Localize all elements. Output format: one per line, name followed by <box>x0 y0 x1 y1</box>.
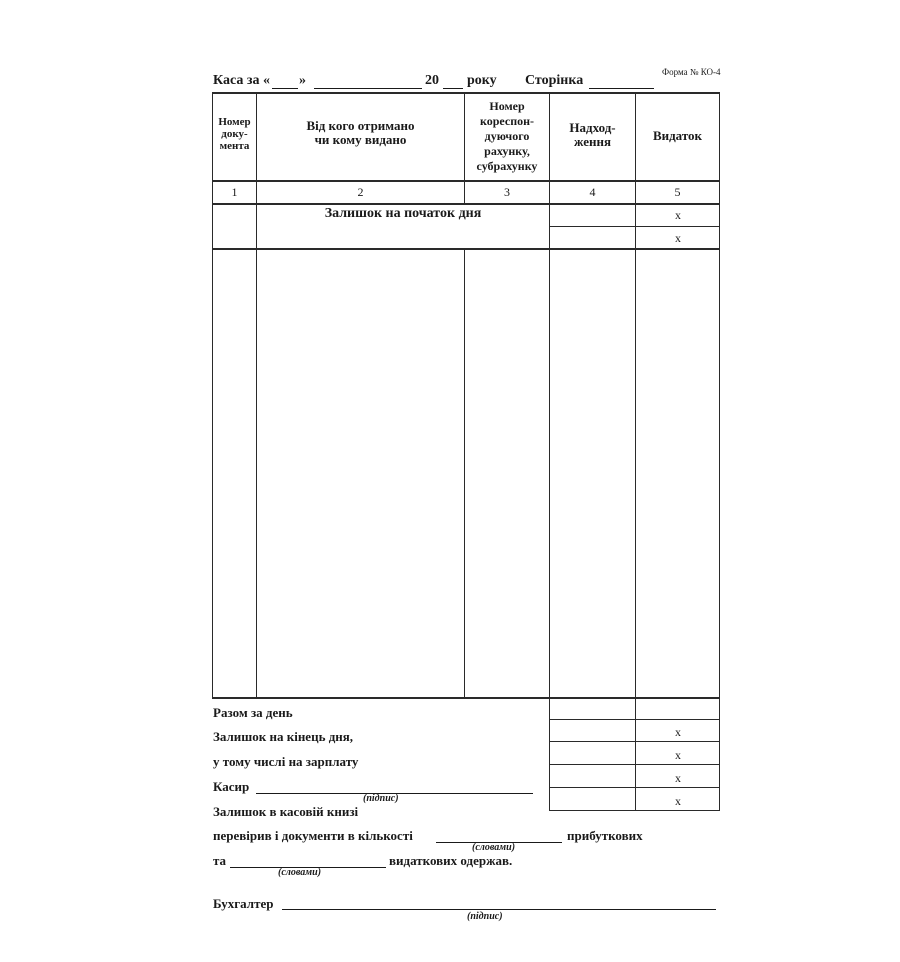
col-header-income: Надход- ження <box>569 120 616 149</box>
incoming-label: прибуткових <box>567 828 643 843</box>
cashier-signature-caption: (підпис) <box>363 793 399 804</box>
day-blank[interactable] <box>272 88 298 89</box>
x-mark: х <box>675 231 681 245</box>
outgoing-words-caption: (словами) <box>278 867 322 878</box>
x-mark: х <box>675 208 681 222</box>
col-number-1: 1 <box>231 185 238 199</box>
col-number-3: 3 <box>504 185 510 199</box>
quote-close: » <box>299 73 306 88</box>
cashier-label: Касир <box>213 779 250 794</box>
accountant-label: Бухгалтер <box>213 896 274 911</box>
salary-label: у тому числі на зарплату <box>213 754 359 769</box>
x-mark: х <box>675 725 681 739</box>
col-header-doc-number: Номер доку- мента <box>218 116 251 152</box>
kasa-za-label: Каса за « <box>213 73 270 88</box>
month-blank[interactable] <box>314 88 422 89</box>
page-number-blank[interactable] <box>589 88 654 89</box>
year-blank[interactable] <box>443 88 463 89</box>
closing-balance-label: Залишок на кінець дня, <box>213 729 354 744</box>
x-mark: х <box>675 771 681 785</box>
and-label: та <box>213 853 227 868</box>
incoming-words-caption: (словами) <box>472 842 516 853</box>
year-prefix: 20 <box>425 73 439 88</box>
total-day-label: Разом за день <box>213 705 293 720</box>
col-header-from-whom: Від кого отримано чи кому видано <box>306 118 415 147</box>
page-label: Сторінка <box>525 73 584 88</box>
x-mark: х <box>675 794 681 808</box>
col-number-4: 4 <box>589 185 596 199</box>
checked-docs-label: перевірив і документи в кількості <box>213 828 413 843</box>
col-header-corr-account: Номер кореспон- дуючого рахунку, субрахунку <box>476 99 538 173</box>
accountant-signature-caption: (підпис) <box>467 911 503 922</box>
col-number-5: 5 <box>674 185 681 199</box>
col-header-expense: Видаток <box>652 128 703 143</box>
opening-balance-label: Залишок на початок дня <box>324 206 482 221</box>
outgoing-label: видаткових одержав. <box>389 853 513 868</box>
accountant-signature-line[interactable] <box>282 909 716 910</box>
x-mark: х <box>675 748 681 762</box>
col-number-2: 2 <box>357 185 364 199</box>
form-number: Форма № КО-4 <box>662 67 721 77</box>
book-balance-label: Залишок в касовій книзі <box>213 804 359 819</box>
year-suffix: року <box>467 73 497 88</box>
